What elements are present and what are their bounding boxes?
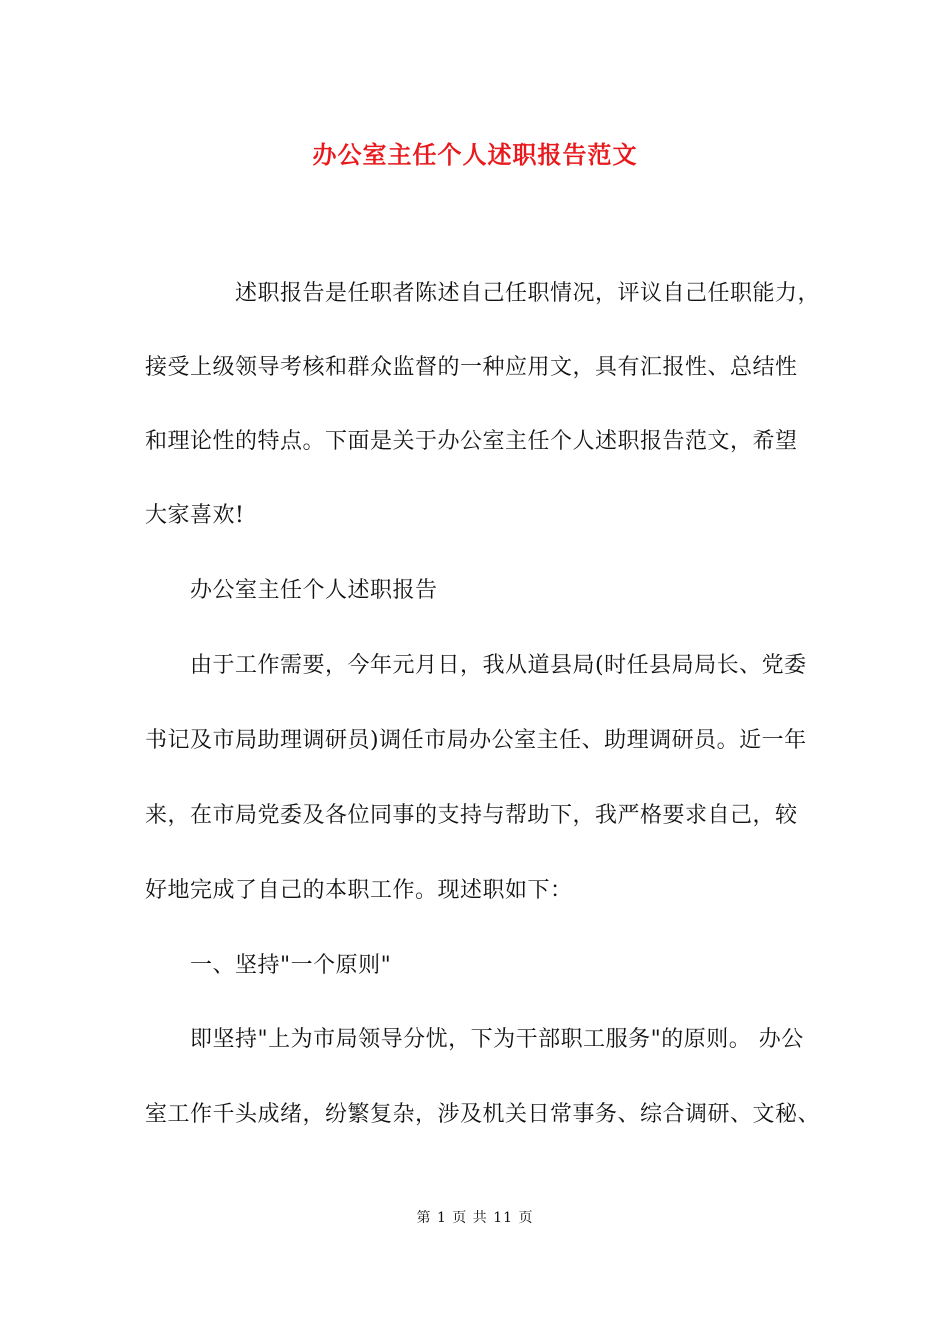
paragraph-line: 即坚持"上为市局领导分忧，下为干部职工服务"的原则。 办公 [190, 1027, 804, 1052]
paragraph-line: 接受上级领导考核和群众监督的一种应用文，具有汇报性、总结性 [145, 355, 798, 380]
paragraph-line: 室工作千头成绪，纷繁复杂，涉及机关日常事务、综合调研、文秘、 [145, 1102, 821, 1127]
paragraph-line: 来，在市局党委及各位同事的支持与帮助下，我严格要求自己，较 [145, 803, 798, 828]
paragraph-line: 大家喜欢! [145, 503, 245, 528]
paragraph-line: 述职报告是任职者陈述自己任职情况，评议自己任职能力， [235, 281, 821, 306]
section-heading: 一、坚持"一个原则" [190, 953, 392, 978]
page-footer: 第 1 页 共 11 页 [416, 1210, 534, 1226]
paragraph-line: 书记及市局助理调研员)调任市局办公室主任、助理调研员。近一年 [145, 728, 807, 753]
paragraph-line: 由于工作需要，今年元月日，我从道县局(时任县局局长、党委 [190, 653, 807, 678]
paragraph-line: 好地完成了自己的本职工作。现述职如下： [145, 878, 573, 903]
document-title: 办公室主任个人述职报告范文 [312, 140, 638, 169]
section-heading: 办公室主任个人述职报告 [190, 578, 438, 603]
paragraph-line: 和理论性的特点。下面是关于办公室主任个人述职报告范文，希望 [145, 429, 798, 454]
